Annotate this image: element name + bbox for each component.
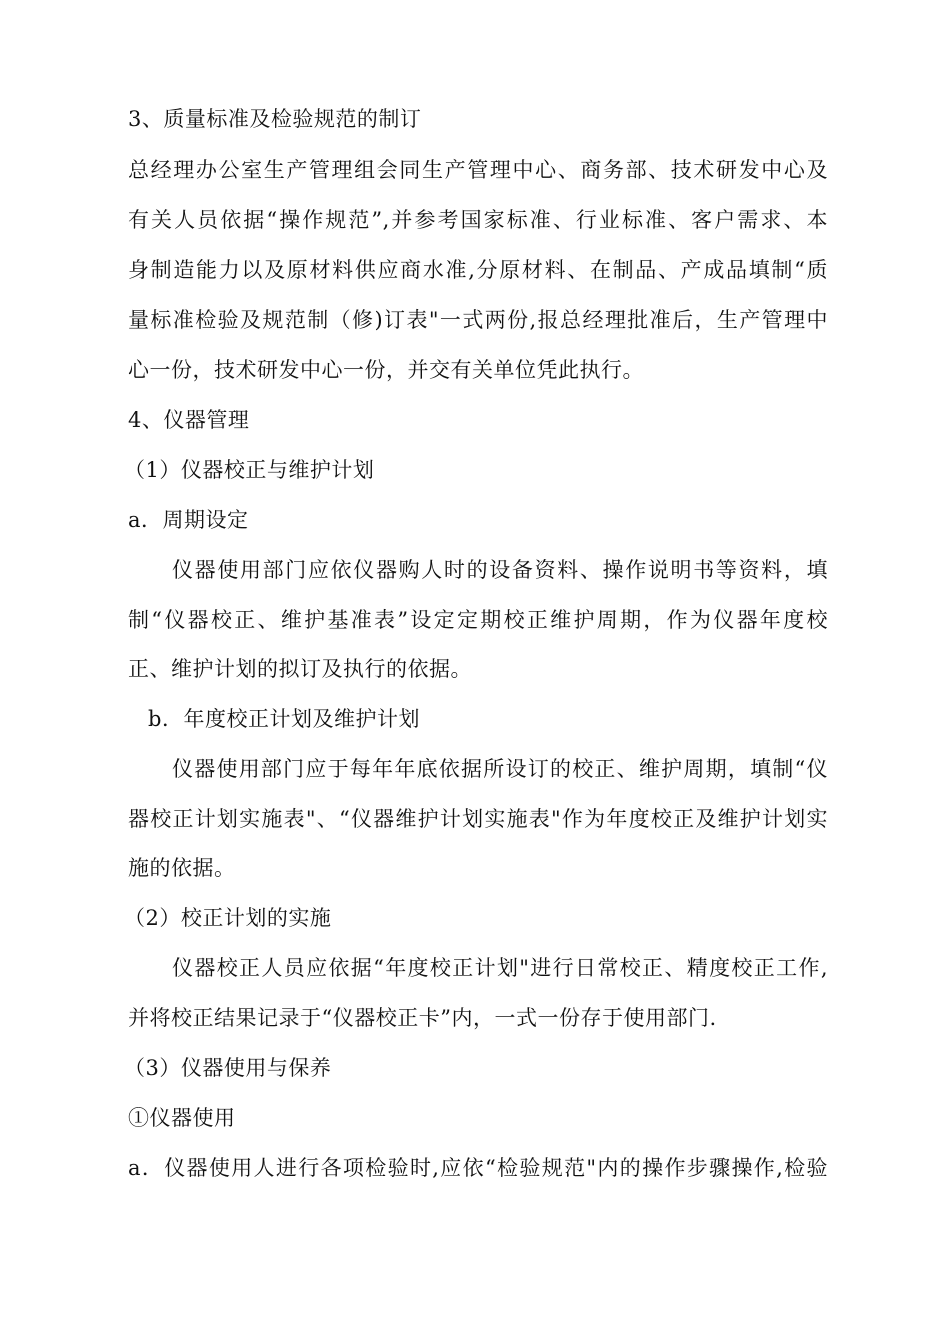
paragraph-line: a．仪器使用人进行各项检验时,应依“检验规范"内的操作步骤操作,检验: [128, 1156, 828, 1180]
paragraph-line: 仪器校正人员应依据“年度校正计划"进行日常校正、精度校正工作,: [172, 956, 828, 980]
subsection-heading-3: （3）仪器使用与保养: [124, 1056, 332, 1080]
paragraph-line: 制“仪器校正、维护基准表”设定定期校正维护周期，作为仪器年度校: [128, 608, 828, 632]
paragraph-line: 总经理办公室生产管理组会同生产管理中心、商务部、技术研发中心及: [128, 158, 828, 182]
paragraph-line: 心一份，技术研发中心一份，并交有关单位凭此执行。: [128, 358, 644, 382]
subsection-heading-1: （1）仪器校正与维护计划: [124, 458, 375, 482]
paragraph-line: 身制造能力以及原材料供应商水准,分原材料、在制品、产成品填制“质: [128, 258, 828, 282]
paragraph-line: 仪器使用部门应依仪器购人时的设备资料、操作说明书等资料，填: [172, 558, 828, 582]
paragraph-line: 有关人员依据“操作规范”,并参考国家标准、行业标准、客户需求、本: [128, 208, 828, 232]
paragraph-line: 施的依据。: [128, 856, 236, 880]
paragraph-line: 并将校正结果记录于“仪器校正卡”内，一式一份存于使用部门.: [128, 1006, 717, 1030]
item-heading-a: a．周期设定: [128, 508, 249, 532]
section-heading-3: 3、质量标准及检验规范的制订: [128, 107, 422, 131]
paragraph-line: 正、维护计划的拟订及执行的依据。: [128, 657, 472, 681]
paragraph-line: 量标准检验及规范制（修)订表"一式两份,报总经理批准后，生产管理中: [128, 308, 828, 332]
item-heading-b: b．年度校正计划及维护计划: [148, 707, 420, 731]
item-heading-circled-1: ①仪器使用: [128, 1106, 236, 1130]
paragraph-line: 器校正计划实施表"、“仪器维护计划实施表"作为年度校正及维护计划实: [128, 807, 828, 831]
subsection-heading-2: （2）校正计划的实施: [124, 906, 332, 930]
paragraph-line: 仪器使用部门应于每年年底依据所设订的校正、维护周期，填制“仪: [172, 757, 828, 781]
section-heading-4: 4、仪器管理: [128, 408, 250, 432]
